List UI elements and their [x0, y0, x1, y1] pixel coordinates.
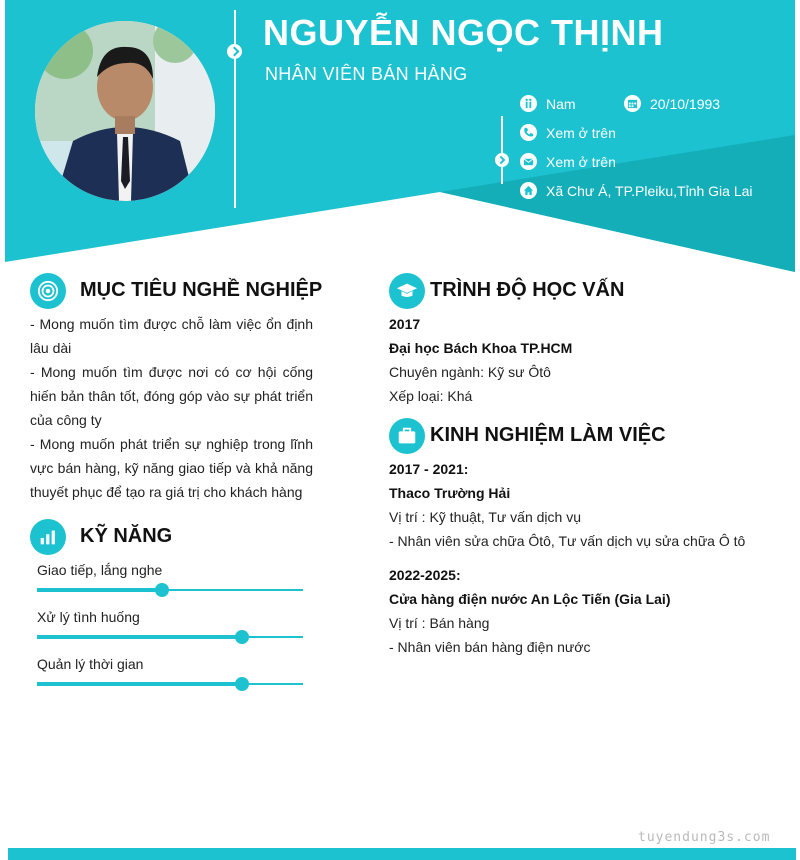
email-icon	[520, 153, 537, 170]
skill-bar	[37, 683, 303, 685]
address-value: Xã Chư Á, TP.Pleiku,Tỉnh Gia Lai	[546, 182, 753, 199]
skill-bar-knob	[155, 583, 169, 597]
job-company: Cửa hàng điện nước An Lộc Tiến (Gia Lai)	[389, 591, 671, 607]
skill-label: Quản lý thời gian	[37, 656, 144, 672]
job-description: - Nhân viên sửa chữa Ôtô, Tư vấn dịch vụ sửa chữa Ô tô	[389, 533, 746, 549]
job-company: Thaco Trường Hải	[389, 485, 511, 501]
email-info	[520, 153, 616, 170]
phone-info	[520, 124, 616, 141]
education-grade: Xếp loại: Khá	[389, 388, 473, 404]
phone-icon	[520, 124, 537, 141]
objective-line: - Mong muốn tìm được chỗ làm việc ổn định lâu dài	[30, 316, 313, 356]
education-year: 2017	[389, 316, 421, 332]
target-icon	[30, 273, 66, 309]
job-description: - Nhân viên bán hàng điện nước	[389, 639, 591, 655]
graduation-cap-icon	[389, 273, 425, 309]
skill-bar-fill	[37, 588, 162, 592]
job-position: Vị trí : Bán hàng	[389, 615, 490, 631]
header-timeline	[234, 10, 236, 208]
job-period: 2017 - 2021:	[389, 461, 469, 477]
watermark: tuyendung3s.com	[638, 830, 771, 845]
contact-timeline-dot	[495, 153, 509, 167]
email-value: Xem ở trên	[546, 153, 616, 170]
skills-title: KỸ NĂNG	[80, 525, 173, 547]
calendar-icon	[624, 95, 641, 112]
avatar-photo	[35, 21, 215, 201]
home-icon	[520, 182, 537, 199]
gender-icon	[520, 95, 537, 112]
avatar	[35, 21, 215, 201]
objective-line: - Mong muốn tìm được nơi có cơ hội cống hiến bản thân tốt, đóng góp vào sự phát triển của công ty	[30, 364, 313, 428]
objective-line: - Mong muốn phát triển sự nghiệp trong lĩnh vực bán hàng, kỹ năng giao tiếp và khả năng thuyết phục để tạo ra giá trị cho khách hàng	[30, 436, 313, 500]
contact-timeline	[501, 116, 503, 184]
skill-bar-fill	[37, 635, 242, 639]
skill-label: Xử lý tình huống	[37, 609, 140, 625]
birthdate-value: 20/10/1993	[650, 95, 721, 112]
job-position: Vị trí : Kỹ thuật, Tư vấn dịch vụ	[389, 509, 581, 525]
footer-bar	[8, 848, 796, 860]
timeline-dot	[227, 44, 242, 59]
skill-bar	[37, 636, 303, 638]
briefcase-icon	[389, 418, 425, 454]
experience-title: KINH NGHIỆM LÀM VIỆC	[430, 424, 666, 446]
gender-value: Nam	[546, 95, 576, 112]
skill-label: Giao tiếp, lắng nghe	[37, 562, 163, 578]
candidate-name: NGUYỄN NGỌC THỊNH	[263, 12, 664, 53]
education-major: Chuyên ngành: Kỹ sư Ôtô	[389, 364, 551, 380]
education-school: Đại học Bách Khoa TP.HCM	[389, 340, 573, 356]
gender-info	[520, 95, 576, 112]
phone-value: Xem ở trên	[546, 124, 616, 141]
bar-chart-icon	[30, 519, 66, 555]
skill-bar-knob	[235, 677, 249, 691]
birthdate-info	[624, 95, 720, 112]
skill-bar	[37, 589, 303, 591]
objective-text	[30, 312, 313, 504]
objective-title: MỤC TIÊU NGHỀ NGHIỆP	[80, 279, 323, 301]
address-info	[520, 182, 753, 199]
skill-bar-fill	[37, 682, 242, 686]
education-title: TRÌNH ĐỘ HỌC VẤN	[430, 279, 625, 301]
skill-bar-knob	[235, 630, 249, 644]
job-period: 2022-2025:	[389, 567, 461, 583]
candidate-title: NHÂN VIÊN BÁN HÀNG	[265, 64, 468, 84]
